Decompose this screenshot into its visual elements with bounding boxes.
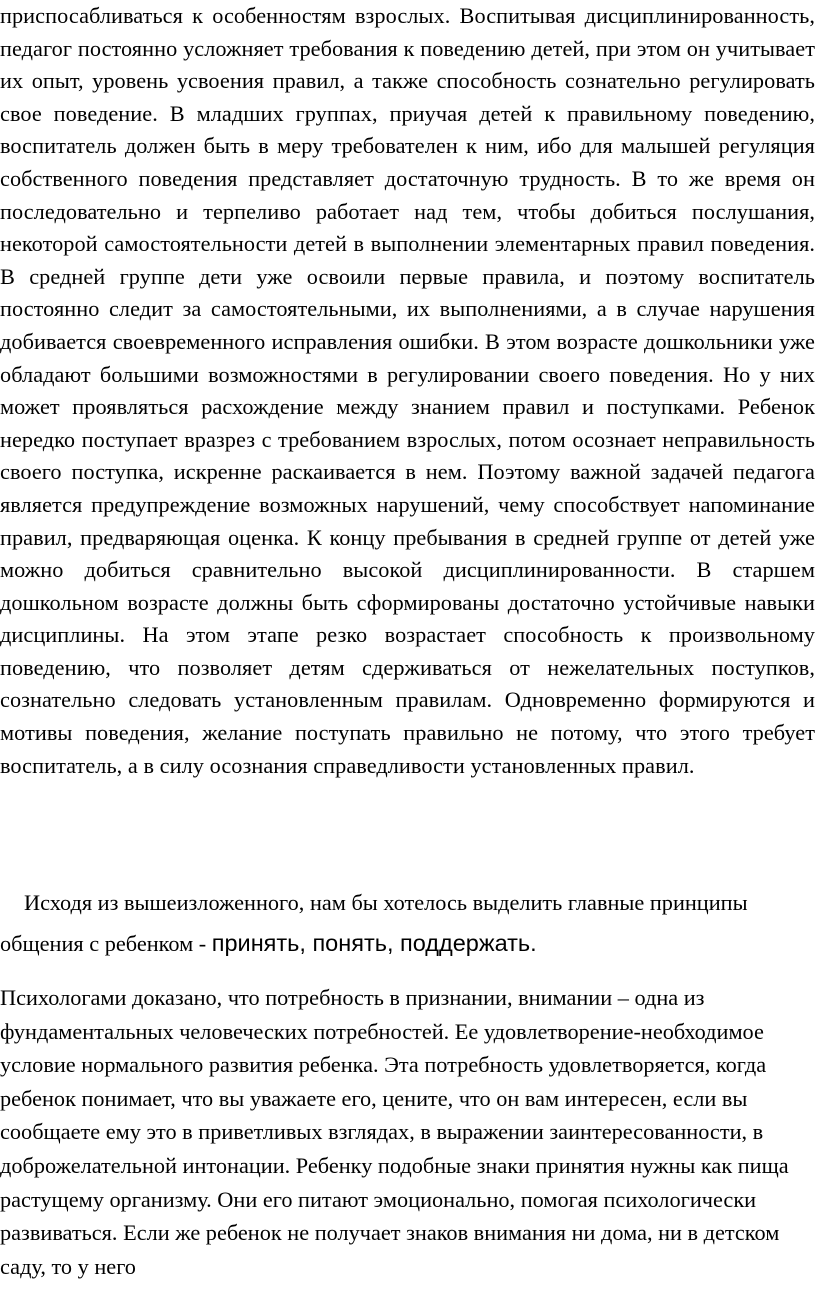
principles-lead-text: Исходя из вышеизложенного, нам бы хотелось выделить главные принципы общения с ребенком - [0, 890, 748, 956]
principles-emphasis: принять, понять, поддержать. [211, 930, 537, 956]
paragraph-recognition-need: Психологами доказано, что потребность в признании, внимании – одна из фундаментальных человеческих потребностей. Ее удовлетворение-необходимое условие нормального развития ребенка. Эта потребность удовлетворяется, когда ребенок понимает, что вы уважаете его, цените, что он вам интересен, если вы сообщаете ему это в приветливых взглядах, в выражении заинтересованности, в доброжелательной интонации. Ребенку подобные знаки принятия нужны как пища растущему организму. Они его питают эмоционально, помогая психологически развиваться. Если же ребенок не получает знаков внимания ни дома, ни в детском саду, то у него [0, 985, 789, 1279]
paragraph-principles [0, 883, 815, 964]
paragraph-discipline: приспосабливаться к особенностям взрослых. Воспитывая дисциплинированность, педагог постоянно усложняет требования к поведению детей, при этом он учитывает их опыт, уровень усвоения правил, а также способность сознательно регулировать свое поведение. В младших группах, приучая детей к правильному поведению, воспитатель должен быть в меру требователен к ним, ибо для малышей регуляция собственного поведения представляет достаточную трудность. В то же время он последовательно и терпеливо работает над тем, чтобы добиться послушания, некоторой самостоятельности детей в выполнении элементарных правил поведения. В средней группе дети уже освоили первые правила, и поэтому воспитатель постоянно следит за самостоятельными, их выполнениями, а в случае нарушения добивается своевременного исправления ошибки. В этом возрасте дошкольники уже обладают большими возможностями в регулировании своего поведения. Но у них может проявляться расхождение между знанием правил и поступками. Ребенок нередко поступает вразрез с требованием взрослых, потом осознает неправильность своего поступка, искренне раскаивается в нем. Поэтому важной задачей педагога является предупреждение возможных нарушений, чему способствует напоминание правил, предваряющая оценка. К концу пребывания в средней группе от детей уже можно добиться сравнительно высокой дисциплинированности. В старшем дошкольном возрасте должны быть сформированы достаточно устойчивые навыки дисциплины. На этом этапе резко возрастает способность к произвольному поведению, что позволяет детям сдерживаться от нежелательных поступков, сознательно следовать установленным правилам. Одновременно формируются и мотивы поведения, желание поступать правильно не потому, что этого требует воспитатель, а в силу осознания справедливости установленных правил. [0, 3, 815, 778]
